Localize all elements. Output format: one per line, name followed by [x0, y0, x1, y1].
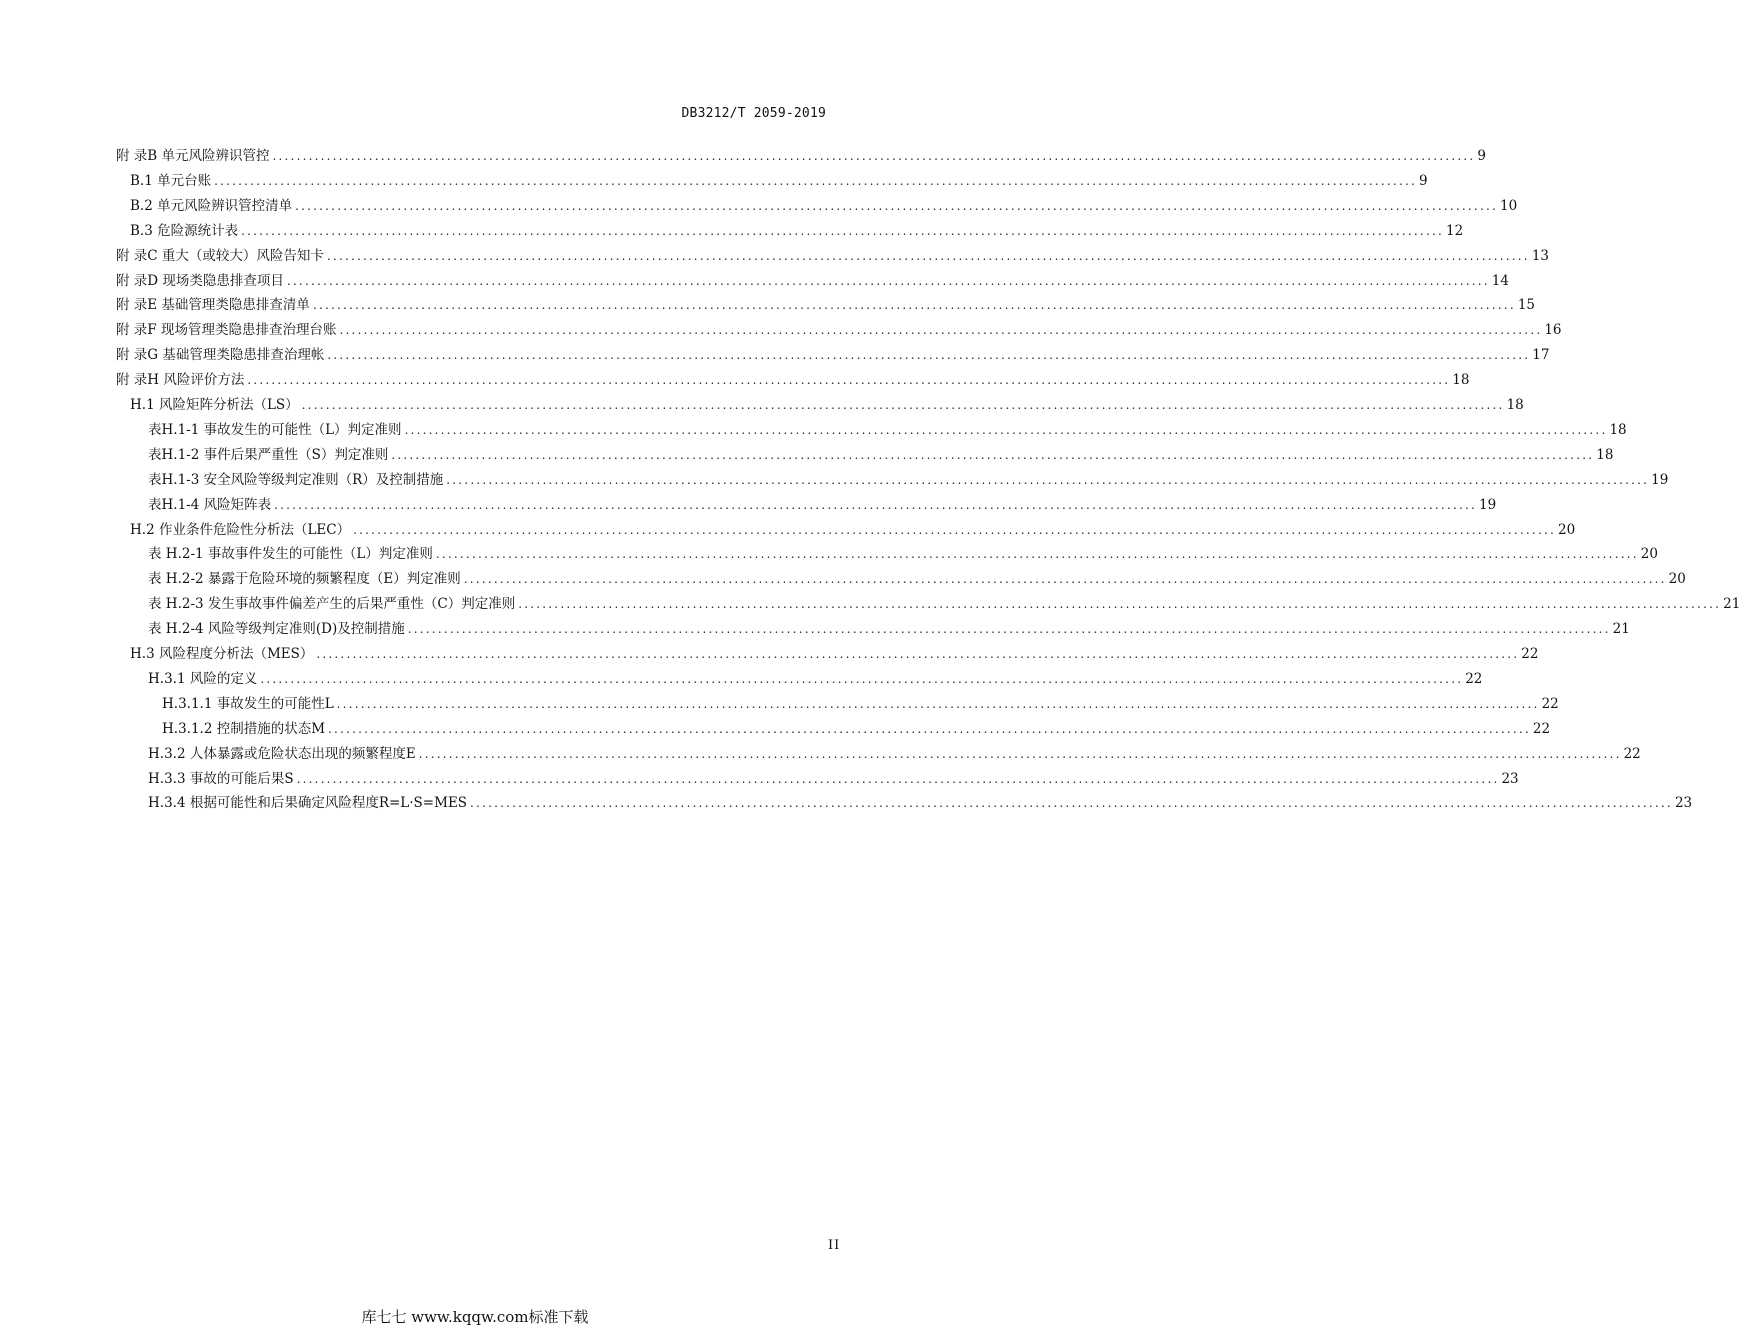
- toc-entry[interactable]: [148, 569, 1686, 589]
- toc-entry-title: 附 录B 单元风险辨识管控: [116, 148, 270, 164]
- toc-leader-dots: ........................................................................................................................................................................................................: [326, 249, 1530, 263]
- toc-entry-page: 15: [1517, 297, 1536, 313]
- toc-entry-page: 20: [1557, 522, 1576, 538]
- toc-entry-page: 23: [1501, 771, 1519, 787]
- toc-leader-dots: ........................................................................................................................................................................................................: [470, 796, 1673, 810]
- toc-leader-dots: ........................................................................................................................................................................................................: [241, 224, 1444, 238]
- toc-entry-page: 23: [1674, 795, 1693, 811]
- toc-entry-page: 9: [1477, 148, 1486, 164]
- toc-leader-dots: ........................................................................................................................................................................................................: [286, 274, 1490, 288]
- toc-entry-page: 22: [1465, 671, 1483, 687]
- toc-entry[interactable]: [148, 420, 1627, 440]
- toc-entry-title: H.3.2 人体暴露或危险状态出现的频繁程度E: [148, 746, 416, 762]
- toc-entry-page: 22: [1532, 721, 1551, 737]
- toc-entry-title: 附 录C 重大（或较大）风险告知卡: [116, 248, 324, 264]
- toc-entry[interactable]: [148, 744, 1641, 764]
- toc-leader-dots: ........................................................................................................................................................................................................: [339, 323, 1543, 337]
- toc-entry-title: 附 录F 现场管理类隐患排查治理台账: [116, 322, 337, 338]
- toc-entry-page: 20: [1668, 571, 1686, 587]
- toc-entry-page: 14: [1491, 273, 1509, 289]
- toc-entry-page: 19: [1651, 472, 1669, 488]
- toc-entry[interactable]: [148, 445, 1614, 465]
- toc-entry[interactable]: [148, 594, 1740, 614]
- toc-entry-title: H.3.1.2 控制措施的状态M: [162, 721, 326, 737]
- toc-entry-page: 22: [1521, 646, 1539, 662]
- toc-entry-title: 表H.1-2 事件后果严重性（S）判定准则: [148, 447, 389, 463]
- toc-entry-page: 17: [1532, 347, 1550, 363]
- toc-entry-title: H.3.3 事故的可能后果S: [148, 771, 294, 787]
- toc-entry-title: 附 录E 基础管理类隐患排查清单: [116, 297, 310, 313]
- toc-entry[interactable]: [148, 470, 1669, 490]
- toc-entry[interactable]: [116, 271, 1509, 291]
- toc-entry-page: 22: [1623, 746, 1641, 762]
- toc-entry[interactable]: [130, 395, 1524, 415]
- toc-entry-page: 19: [1479, 497, 1497, 513]
- toc-entry[interactable]: [148, 793, 1693, 813]
- toc-entry[interactable]: [116, 295, 1536, 315]
- toc-entry[interactable]: [116, 370, 1470, 390]
- toc-leader-dots: ........................................................................................................................................................................................................: [260, 672, 1464, 686]
- toc-entry-title: H.3 风险程度分析法（MES）: [130, 646, 314, 662]
- toc-entry[interactable]: [130, 171, 1428, 191]
- toc-leader-dots: ........................................................................................................................................................................................................: [247, 373, 1451, 387]
- toc-entry-title: 表 H.2-4 风险等级判定准则(D)及控制措施: [148, 621, 405, 637]
- toc-entry-page: 12: [1445, 223, 1464, 239]
- toc-entry-title: H.3.4 根据可能性和后果确定风险程度R=L·S=MES: [148, 795, 468, 811]
- toc-leader-dots: ........................................................................................................................................................................................................: [274, 498, 1477, 512]
- toc-leader-dots: ........................................................................................................................................................................................................: [446, 473, 1650, 487]
- toc-leader-dots: ........................................................................................................................................................................................................: [391, 448, 1595, 462]
- toc-entry-page: 16: [1544, 322, 1562, 338]
- toc-leader-dots: ........................................................................................................................................................................................................: [316, 647, 1520, 661]
- toc-entry[interactable]: [116, 246, 1549, 266]
- toc-leader-dots: ........................................................................................................................................................................................................: [214, 174, 1417, 188]
- toc-entry-page: 22: [1541, 696, 1559, 712]
- toc-entry[interactable]: [130, 196, 1518, 216]
- toc-entry-title: 表 H.2-3 发生事故事件偏差产生的后果严重性（C）判定准则: [148, 596, 516, 612]
- toc-leader-dots: ........................................................................................................................................................................................................: [295, 199, 1498, 213]
- toc-leader-dots: ........................................................................................................................................................................................................: [353, 523, 1556, 537]
- toc-entry[interactable]: [116, 320, 1562, 340]
- toc-entry[interactable]: [130, 644, 1539, 664]
- toc-leader-dots: ........................................................................................................................................................................................................: [272, 149, 1476, 163]
- toc-entry-page: 18: [1452, 372, 1470, 388]
- document-code: DB3212/T 2059-2019: [681, 106, 826, 121]
- toc-leader-dots: ........................................................................................................................................................................................................: [418, 747, 1622, 761]
- toc-entry-title: H.2 作业条件危险性分析法（LEC）: [130, 522, 351, 538]
- toc-entry-title: 附 录D 现场类隐患排查项目: [116, 273, 284, 289]
- toc-entry[interactable]: [148, 769, 1519, 789]
- toc-entry-page: 18: [1609, 422, 1627, 438]
- toc-entry[interactable]: [162, 694, 1559, 714]
- toc-leader-dots: ........................................................................................................................................................................................................: [296, 772, 1500, 786]
- toc-entry[interactable]: [130, 520, 1576, 540]
- toc-entry-title: 表H.1-3 安全风险等级判定准则（R）及控制措施: [148, 472, 444, 488]
- toc-leader-dots: ........................................................................................................................................................................................................: [327, 348, 1531, 362]
- toc-entry[interactable]: [148, 669, 1483, 689]
- toc-entry[interactable]: [130, 221, 1464, 241]
- toc-entry-title: H.3.1.1 事故发生的可能性L: [162, 696, 334, 712]
- toc-entry[interactable]: [148, 495, 1497, 515]
- toc-leader-dots: ........................................................................................................................................................................................................: [463, 572, 1667, 586]
- toc-entry-page: 21: [1723, 596, 1740, 612]
- toc-entry-title: H.1 风险矩阵分析法（LS）: [130, 397, 299, 413]
- toc-entry-title: 表 H.2-2 暴露于危险环境的频繁程度（E）判定准则: [148, 571, 461, 587]
- toc-entry-title: 附 录H 风险评价方法: [116, 372, 245, 388]
- toc-entry-page: 10: [1499, 198, 1518, 214]
- toc-entry[interactable]: [116, 345, 1550, 365]
- toc-entry[interactable]: [148, 544, 1658, 564]
- toc-leader-dots: ........................................................................................................................................................................................................: [328, 722, 1531, 736]
- toc-entry-page: 18: [1506, 397, 1524, 413]
- toc-entry-page: 18: [1596, 447, 1614, 463]
- page-number: II: [828, 1238, 841, 1253]
- toc-entry-title: H.3.1 风险的定义: [148, 671, 258, 687]
- toc-leader-dots: ........................................................................................................................................................................................................: [404, 423, 1608, 437]
- toc-entry-title: 表 H.2-1 事故事件发生的可能性（L）判定准则: [148, 546, 433, 562]
- toc-entry-page: 13: [1531, 248, 1549, 264]
- toc-leader-dots: ........................................................................................................................................................................................................: [301, 398, 1505, 412]
- toc-entry-page: 21: [1612, 621, 1630, 637]
- toc-entry[interactable]: [116, 146, 1486, 166]
- toc-entry-title: 表H.1-4 风险矩阵表: [148, 497, 272, 513]
- toc-entry-title: B.2 单元风险辨识管控清单: [130, 198, 293, 214]
- toc-entry-title: B.3 危险源统计表: [130, 223, 239, 239]
- toc-entry-page: 9: [1418, 173, 1428, 189]
- toc-leader-dots: ........................................................................................................................................................................................................: [518, 597, 1722, 611]
- toc-entry-title: 附 录G 基础管理类隐患排查治理帐: [116, 347, 325, 363]
- toc-entry-title: B.1 单元台账: [130, 173, 212, 189]
- toc-entry-title: 表H.1-1 事故发生的可能性（L）判定准则: [148, 422, 402, 438]
- toc-leader-dots: ........................................................................................................................................................................................................: [435, 547, 1639, 561]
- footer-watermark: 库七七 www.kqqw.com标准下载: [361, 1308, 589, 1326]
- toc-entry-page: 20: [1640, 546, 1658, 562]
- toc-entry[interactable]: [162, 719, 1551, 739]
- toc-leader-dots: ........................................................................................................................................................................................................: [336, 697, 1540, 711]
- toc-leader-dots: ........................................................................................................................................................................................................: [407, 622, 1611, 636]
- toc-entry[interactable]: [148, 619, 1630, 639]
- toc-leader-dots: ........................................................................................................................................................................................................: [312, 298, 1516, 312]
